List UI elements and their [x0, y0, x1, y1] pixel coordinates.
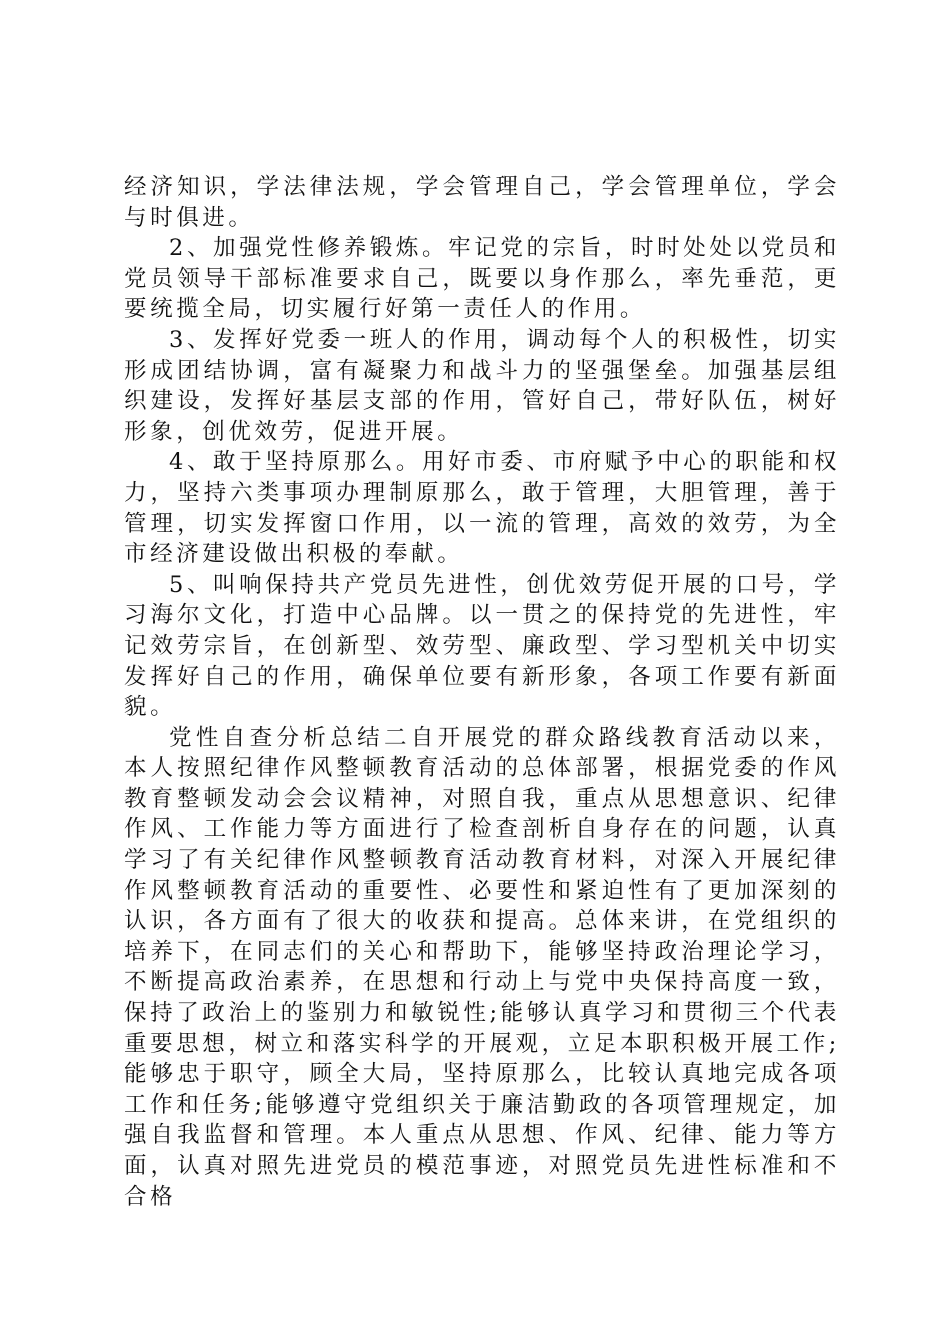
paragraph-1: 经济知识，学法律法规，学会管理自己，学会管理单位，学会与时俱进。: [124, 174, 840, 231]
paragraph-3: 3、发挥好党委一班人的作用，调动每个人的积极性，切实形成团结协调，富有凝聚力和战斗力的坚强堡垒。加强基层组织建设，发挥好基层支部的作用，管好自己，带好队伍，树好形象，创优效劳，促进开展。: [124, 326, 840, 445]
document-body: [124, 172, 840, 1212]
paragraph-2: 2、加强党性修养锻炼。牢记党的宗旨，时时处处以党员和党员领导干部标准要求自己，既要以身作那么，率先垂范，更要统揽全局，切实履行好第一责任人的作用。: [124, 235, 840, 323]
paragraph-6: 党性自查分析总结二自开展党的群众路线教育活动以来，本人按照纪律作风整顿教育活动的总体部署，根据党委的作风教育整顿发动会会议精神，对照自我，重点从思想意识、纪律作风、工作能力等方面进行了检查剖析自身存在的问题，认真学习了有关纪律作风整顿教育活动教育材料，对深入开展纪律作风整顿教育活动的重要性、必要性和紧迫性有了更加深刻的认识，各方面有了很大的收获和提高。总体来讲，在党组织的培养下，在同志们的关心和帮助下，能够坚持政治理论学习，不断提高政治素养，在思想和行动上与党中央保持高度一致，保持了政治上的鉴别力和敏锐性;能够认真学习和贯彻三个代表重要思想，树立和落实科学的开展观，立足本职积极开展工作;能够忠于职守，顾全大局，坚持原那么，比较认真地完成各项工作和任务;能够遵守党组织关于廉洁勤政的各项管理规定，加强自我监督和管理。本人重点从思想、作风、纪律、能力等方面，认真对照先进党员的模范事迹，对照党员先进性标准和不合格: [124, 724, 840, 1210]
paragraph-5: 5、叫响保持共产党员先进性，创优效劳促开展的口号，学习海尔文化，打造中心品牌。以一贯之的保持党的先进性，牢记效劳宗旨，在创新型、效劳型、廉政型、学习型机关中切实发挥好自己的作用，确保单位要有新形象，各项工作要有新面貌。: [124, 571, 840, 721]
paragraph-4: 4、敢于坚持原那么。用好市委、市府赋予中心的职能和权力，坚持六类事项办理制原那么，敢于管理，大胆管理，善于管理，切实发挥窗口作用，以一流的管理，高效的效劳，为全市经济建设做出积极的奉献。: [124, 449, 840, 568]
